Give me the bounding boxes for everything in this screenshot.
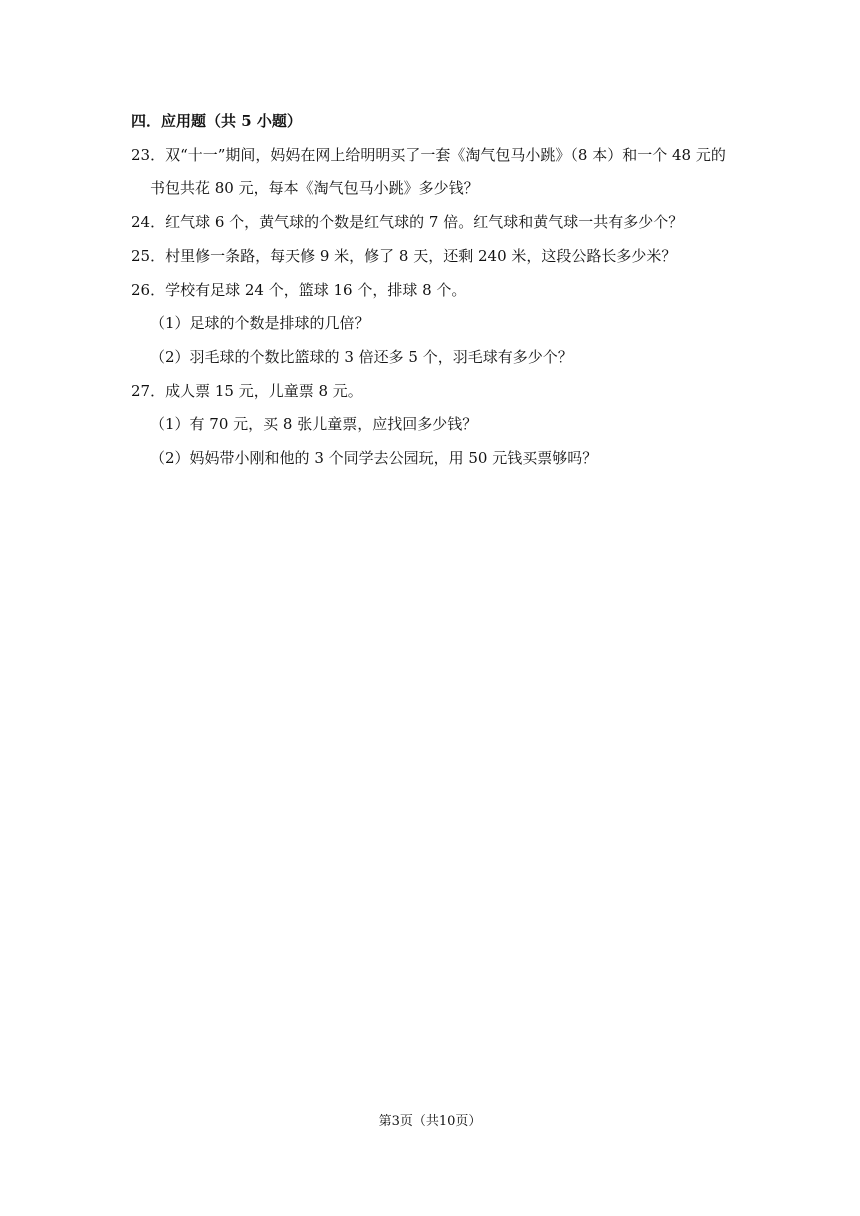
question-23-line-2: 书包共花 80 元，每本《淘气包马小跳》多少钱？ [150,179,479,197]
question-27-sub-2: （2）妈妈带小刚和他的 3 个同学去公园玩，用 50 元钱买票够吗？ [150,449,598,467]
question-25-text: 25．村里修一条路，每天修 9 米，修了 8 天，还剩 240 米，这段公路长多少米？ [131,247,677,265]
question-23-line-1: 23．双“十一”期间，妈妈在网上给明明买了一套《淘气包马小跳》（8 本）和一个 48 元的 [131,146,726,164]
page-footer: 第3页（共10页） [378,1114,482,1129]
section-title: 四．应用题（共 5 小题） [131,112,302,130]
question-27-text: 27．成人票 15 元，儿童票 8 元。 [131,382,363,400]
question-26-text: 26．学校有足球 24 个，篮球 16 个，排球 8 个。 [131,281,467,299]
question-27-sub-1: （1）有 70 元，买 8 张儿童票，应找回多少钱？ [150,415,478,433]
question-26-sub-1: （1）足球的个数是排球的几倍？ [150,314,370,332]
question-24-text: 24．红气球 6 个，黄气球的个数是红气球的 7 倍。红气球和黄气球一共有多少个？ [131,213,684,231]
question-26-sub-2: （2）羽毛球的个数比篮球的 3 倍还多 5 个，羽毛球有多少个？ [150,348,573,366]
